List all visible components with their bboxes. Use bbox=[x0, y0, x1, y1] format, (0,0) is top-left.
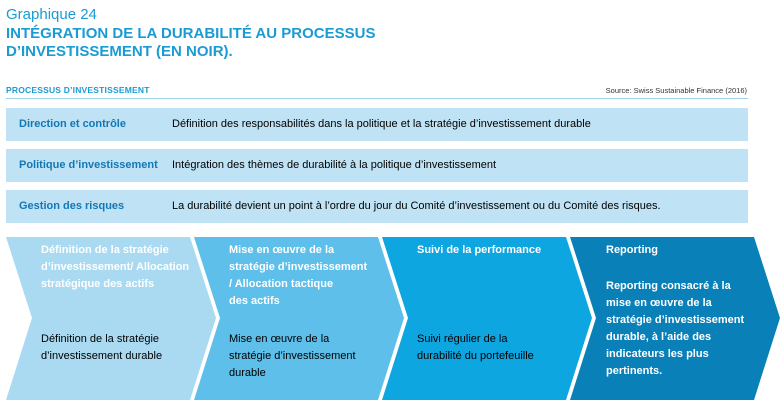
row-text: Définition des responsabilités dans la politique et la stratégie d’investissement durable bbox=[172, 118, 591, 130]
row-label: Direction et contrôle bbox=[19, 118, 126, 130]
figure-title: INTÉGRATION DE LA DURABILITÉ AU PROCESSUS D’INVESTISSEMENT (EN NOIR). bbox=[6, 25, 376, 60]
step-1 bbox=[41, 242, 206, 392]
step-4 bbox=[606, 242, 771, 392]
source-note: Source: Swiss Sustainable Finance (2016) bbox=[605, 86, 747, 95]
step-description: Reporting consacré à la mise en œuvre de la stratégie d’investissement durable, à l’aide des indicateurs les plus pertinents. bbox=[606, 280, 745, 377]
step-heading: Suivi de la performance bbox=[417, 244, 542, 256]
section-heading: PROCESSUS D’INVESTISSEMENT bbox=[6, 85, 150, 95]
step-heading: Reporting bbox=[606, 244, 658, 256]
step-2 bbox=[229, 242, 394, 392]
step-heading: Mise en œuvre de la stratégie d’investissement / Allocation tactique des actifs bbox=[229, 244, 368, 307]
row-text: La durabilité devient un point à l’ordre du jour du Comité d’investissement ou du Comité des risques. bbox=[172, 200, 661, 212]
step-3 bbox=[417, 242, 582, 392]
step-description: Définition de la stratégie d’investissement durable bbox=[41, 333, 163, 362]
step-heading: Définition de la stratégie d’investissement/ Allocation stratégique des actifs bbox=[41, 244, 190, 290]
step-description: Suivi régulier de la durabilité du portefeuille bbox=[417, 333, 534, 362]
step-description: Mise en œuvre de la stratégie d’investissement durable bbox=[229, 333, 356, 379]
row-text: Intégration des thèmes de durabilité à la politique d’investissement bbox=[172, 159, 497, 171]
row-label: Gestion des risques bbox=[19, 200, 125, 212]
row-label: Politique d’investissement bbox=[19, 159, 158, 171]
figure-number: Graphique 24 bbox=[6, 6, 97, 23]
